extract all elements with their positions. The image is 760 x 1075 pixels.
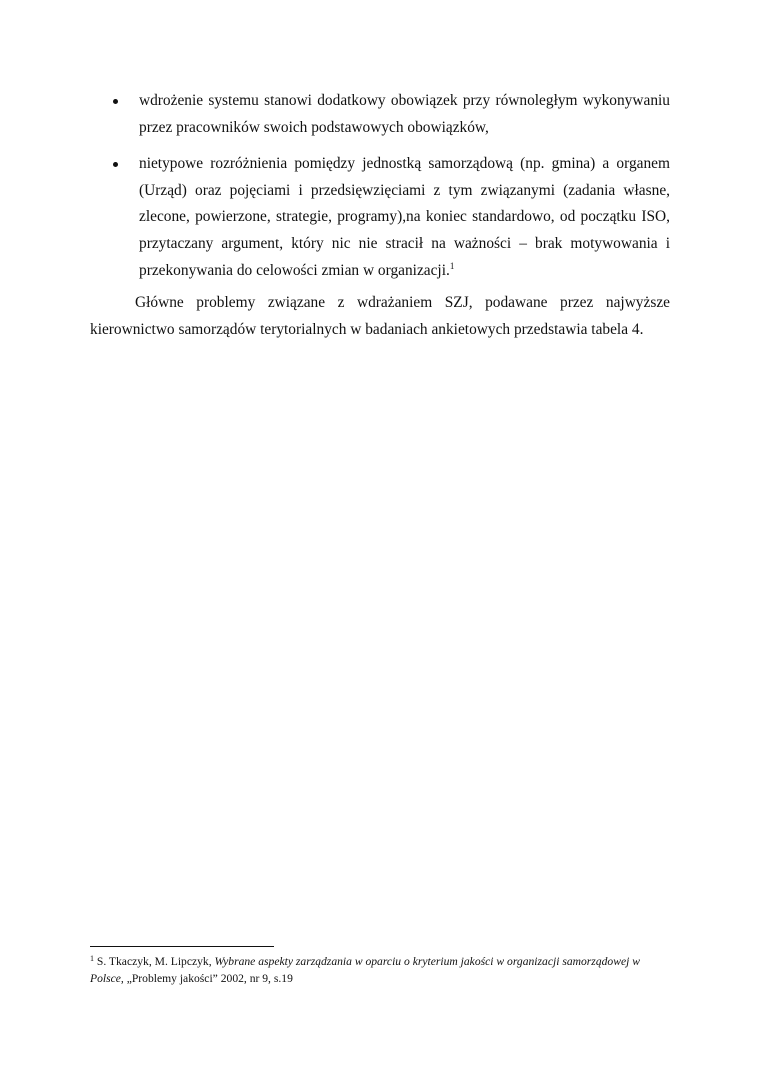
footnote-separator [90, 946, 274, 947]
footnote-number: 1 [90, 954, 94, 963]
footnote-source: „Problemy jakości” 2002, nr 9, s.19 [123, 972, 293, 985]
bullet-text: nietypowe rozróżnienia pomiędzy jednostką samorządową (np. gmina) a organem (Urząd) oraz pojęciami i przedsięwzięciami z tym związanymi (zadania własne, zlecone, powierzone, strategie, programy),na koniec standardowo, od początku ISO, przytaczany argument, który nic nie stracił na ważności – brak motywowania i przekonywania do celowości zmian w organizacji. [139, 155, 670, 279]
bullet-item [110, 88, 670, 141]
footnote-reference[interactable]: 1 [449, 260, 455, 271]
footnote [90, 953, 670, 987]
bullet-icon [113, 162, 118, 167]
body-paragraph: Główne problemy związane z wdrażaniem SZJ, podawane przez najwyższe kierownictwo samorządów terytorialnych w badaniach ankietowych przedstawia tabela 4. [90, 294, 670, 338]
bullet-text: wdrożenie systemu stanowi dodatkowy obowiązek przy równoległym wykonywaniu przez pracowników swoich podstawowych obowiązków, [139, 92, 670, 136]
footnote-authors: S. Tkaczyk, M. Lipczyk, [94, 955, 215, 968]
bullet-list [110, 88, 670, 294]
footnote-title: Wybrane aspekty zarządzania w oparciu o kryterium jakości w organizacji samorządowej w Polsce, [90, 955, 640, 985]
bullet-icon [113, 99, 118, 104]
bullet-item [110, 151, 670, 284]
